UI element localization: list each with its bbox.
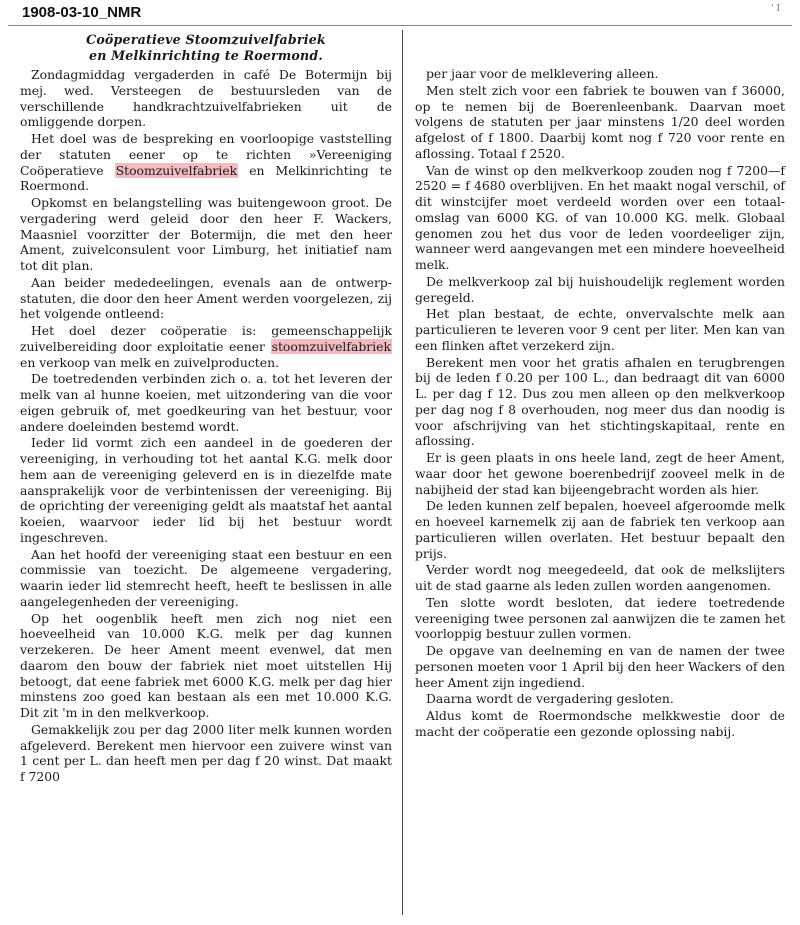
paragraph-text: Het doel dezer coöperatie is: gemeenschappelijk zuivelbereiding door exploitatie eener <box>20 323 392 354</box>
paragraph: De leden kunnen zelf bepalen, hoeveel afgeroomde melk en hoeveel karnemelk zij aan de fabriek ten verkoop aan particulieren willen overlaten. Het bestuur bepaalt den prijs. <box>415 498 785 561</box>
paragraph: Er is geen plaats in ons heele land, zegt de heer Ament, waar door het gewone boerenbedrijf zooveel melk in de nabijheid der stad kan bijeengebracht worden als hier. <box>415 450 785 497</box>
paragraph: Daarna wordt de vergadering gesloten. <box>426 691 674 707</box>
paragraph: Verder wordt nog meegedeeld, dat ook de melkslijters uit de stad gaarne als leden zullen worden aangenomen. <box>415 562 785 593</box>
paragraph: De opgave van deelneming en van de namen der twee personen moeten voor 1 April bij den heer Wackers of den heer Ament zijn ingediend. <box>415 643 785 690</box>
paragraph <box>20 131 392 194</box>
paragraph: Berekent men voor het gratis afhalen en terugbrengen bij de leden f 0.20 per 100 L., dan bedraagt dit van 6000 L. per dag f 12. Dus zou men alleen op den melkverkoop per dag nog f 8 overhouden, nog meer dus dan noodig is voor afschrijving van het stichtingskapitaal, rente en aflossing. <box>415 354 785 449</box>
left-column <box>20 32 392 786</box>
paragraph: per jaar voor de melklevering alleen. <box>426 66 659 81</box>
paragraph: Gemakkelijk zou per dag 2000 liter melk kunnen worden afgeleverd. Berekent men hiervoor een zuivere winst van 1 cent per L. dan heeft men per dag f 20 winst. Dat maakt f 7200 <box>20 721 392 784</box>
paragraph: Aan beider mededeelingen, evenals aan de ontwerp-statuten, die door den heer Ament werden voorgelezen, zij het volgende ontleend: <box>20 274 392 322</box>
corner-mark: ' I <box>771 4 780 14</box>
header-rule <box>8 25 792 26</box>
headline-line-2: en Melkinrichting te Roermond. <box>89 48 323 63</box>
right-paragraphs <box>415 66 785 740</box>
paragraph: De toetredenden verbinden zich o. a. tot het leveren der melk van al hunne koeien, met uitzondering van die voor eigen gebruik of, met goedkeuring van het bestuur, voor andere doeleinden bestemd wordt. <box>20 371 392 434</box>
paragraph-text: en Melkinrichting te Roermond. <box>20 162 392 194</box>
paragraph-text: Het doel was de bespreking en voorloopige vaststelling der statuten eener op te richten »Vereeniging Coöperatieve <box>20 131 392 178</box>
paragraph: Ieder lid vormt zich een aandeel in de goederen der vereeniging, in verhouding tot het aantal K.G. melk door hem aan de vereeniging geleverd en is in diezelfde mate aansprakelijk voor de verbintenissen der vereeniging. Bij de oprichting der vereeniging geldt als maatstaf het aantal koeien, waarvoor ieder lid bij het bestuur wordt ingeschreven. <box>20 435 392 545</box>
paragraph: Men stelt zich voor een fabriek te bouwen van f 36000, op te nemen bij de Boerenleenbank. Daarvan moet volgens de statuten per jaar minstens 1/20 deel worden afgelost of f 1800. Daarbij komt nog f 720 voor rente en aflossing. Totaal f 2520. <box>415 82 785 161</box>
paragraph: Ten slotte wordt besloten, dat iedere toetredende vereeniging twee personen zal aanwijzen die te zamen het voorloppig bestuur zullen vormen. <box>415 594 785 642</box>
highlighted-term: stoomzuivelfabriek <box>271 338 391 354</box>
highlighted-term: Stoomzuivelfabriek <box>115 162 238 178</box>
headline-line-1: Coöperatieve Stoomzuivelfabriek <box>86 32 326 47</box>
paragraph: Opkomst en belangstelling was buitengewoon groot. De vergadering werd geleid door den heer F. Wackers, Maasniel voorzitter der Botermijn, die met den heer Ament, zuivelconsulent voor Limburg, het initiatief nam tot dit plan. <box>20 195 392 273</box>
paragraph <box>20 323 392 370</box>
paragraph: Aldus komt de Roermondsche melkkwestie door de macht der coöperatie een gezonde oplossing nabij. <box>415 708 785 739</box>
left-paragraphs <box>20 67 392 785</box>
paragraph: Van de winst op den melkverkoop zouden nog f 7200—f 2520 = f 4680 overblijven. En het maakt nogal verschil, of dit winstcijfer moet verdeeld worden over een totaal-omslag van 6000 KG. of van 10.000 KG. melk. Globaal genomen zou het dus voor de leden voordeeliger zijn, wanneer werd aangevangen met een mindere hoeveelheid melk. <box>415 162 785 272</box>
column-divider <box>402 30 403 915</box>
clipping-header <box>0 0 800 26</box>
right-column <box>415 66 785 741</box>
paragraph: Het plan bestaat, de echte, onvervalschte melk aan particulieren te leveren voor 9 cent per liter. Men kan van een flinken aftet verzekerd zijn. <box>415 306 785 353</box>
clipping-date-label: 1908-03-10_NMR <box>22 4 142 21</box>
paragraph-text: en verkoop van melk en zuivelproducten. <box>20 354 280 370</box>
article-headline <box>20 32 392 64</box>
paragraph: Zondagmiddag vergaderden in café De Botermijn bij mej. wed. Versteegen de bestuursleden van de verschillende handkrachtzuivelfabrieken uit de omliggende dorpen. <box>20 67 392 130</box>
paragraph: De melkverkoop zal bij huishoudelijk reglement worden geregeld. <box>415 273 785 305</box>
paragraph: Aan het hoofd der vereeniging staat een bestuur en een commissie van toezicht. De algemeene vergadering, waarin ieder lid stemrecht heeft, heeft te beslissen in alle aangelegenheden der vereeniging. <box>20 546 392 609</box>
paragraph: Op het oogenblik heeft men zich nog niet een hoeveelheid van 10.000 K.G. melk per dag kunnen verzekeren. De heer Ament meent evenwel, dat men daarom den bouw der fabriek niet moet uitstellen Hij betoogt, dat eene fabriek met 6000 K.G. melk per dag hier minstens zoo goed kan bestaan als een met 10.000 K.G. Dit zit 'm in den melkverkoop. <box>20 610 392 720</box>
